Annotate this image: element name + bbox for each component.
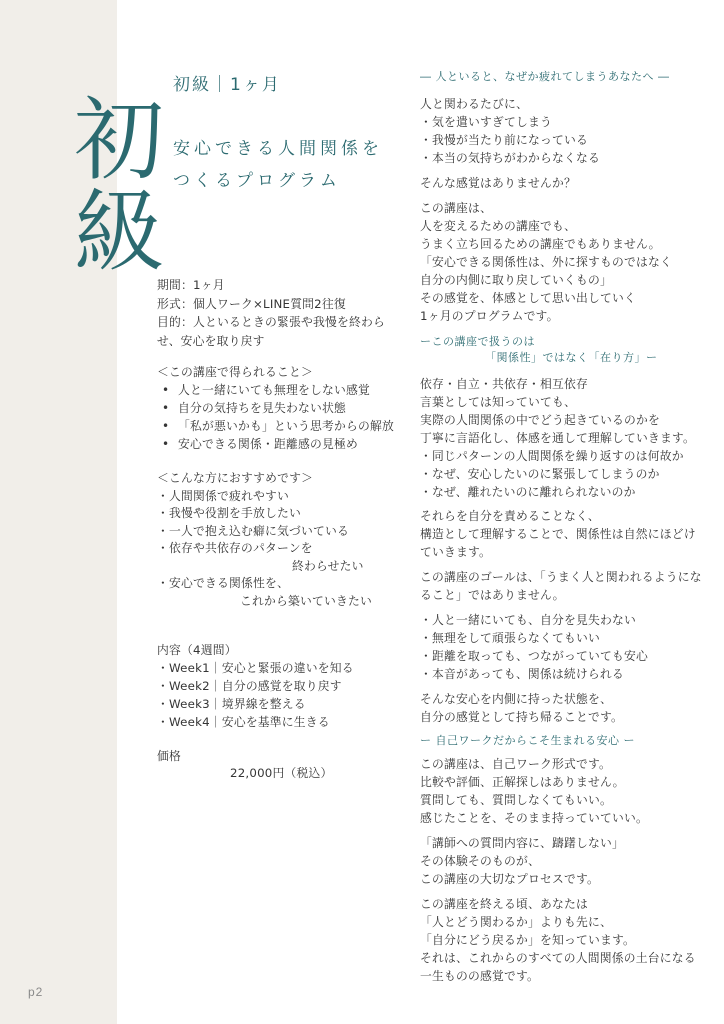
week-item: ・Week1｜安心と緊張の違いを知る — [157, 661, 354, 675]
intro-line: 人と関わるたびに、 — [420, 97, 528, 111]
focus-line: 丁寧に言語化し、体感を通して理解していきます。 — [420, 431, 695, 445]
about-line: 人を変えるための講座でも、 — [420, 219, 576, 233]
benefit-item: • 「私が悪いかも」という思考からの解放 — [157, 417, 407, 435]
goal-paragraph — [420, 568, 712, 604]
question-note-line: 「講師への質問内容に、躊躇しない」 — [420, 836, 624, 850]
benefit-item: • 安心できる関係・距離感の見極め — [157, 435, 407, 453]
focus-line: 言葉としては知っていても、 — [420, 395, 576, 409]
selfwork-heading-block — [420, 732, 712, 750]
benefits-heading: ＜この講座で得られること＞ — [157, 365, 313, 379]
overview-purpose: 目的：人といるときの緊張や我慢を終わら — [157, 315, 385, 330]
closing-line: この講座を終える頃、あなたは — [420, 897, 588, 911]
focus-heading-line: ーこの講座で扱うのは — [420, 335, 535, 348]
about-paragraph — [420, 199, 712, 325]
closing-line: それは、これからのすべての人間関係の土台になる — [420, 951, 696, 965]
price-label: 価格 — [157, 749, 181, 763]
price-section — [157, 747, 407, 782]
overview-period: 期間：1ヶ月 — [157, 278, 225, 292]
intro-line: ・本当の気持ちがわからなくなる — [420, 151, 600, 165]
selfwork-line: この講座は、自己ワーク形式です。 — [420, 757, 612, 771]
week-item: ・Week4｜安心を基準に生きる — [157, 715, 330, 729]
goal-point: ・本音があっても、関係は続けられる — [420, 667, 624, 681]
focus-line: ・なぜ、離れたいのに離れられないのか — [420, 485, 636, 499]
selfwork-line: 比較や評価、正解探しはありません。 — [420, 775, 625, 789]
overview-purpose-cont: せ、安心を取り戻す — [157, 334, 265, 349]
structure-line: 構造として理解することで、関係性は自然にほどけ — [420, 527, 696, 541]
about-line: 「安心できる関係性は、外に探すものではなく — [420, 255, 672, 269]
course-title — [173, 133, 383, 197]
goal-points — [420, 611, 712, 683]
selfwork-paragraph — [420, 755, 712, 827]
course-title-line: つくるプログラム — [173, 171, 341, 191]
tagline: ― 人といると、なぜか疲れてしまうあなたへ ― — [420, 70, 670, 83]
question-note-line: その体験そのものが、 — [420, 854, 540, 868]
recommended-line: ・我慢や役割を手放したい — [157, 506, 301, 520]
course-title-line: 安心できる人間関係を — [173, 139, 383, 159]
recommended-line: ・人間関係で疲れやすい — [157, 488, 289, 503]
intro-line: ・我慢が当たり前になっている — [420, 133, 588, 147]
about-line: 自分の内側に取り戻していくもの」 — [420, 273, 612, 287]
vertical-level-title: 初級 — [58, 92, 163, 276]
benefits-section — [157, 363, 407, 453]
selfwork-heading: ー 自己ワークだからこそ生まれる安心 ー — [420, 734, 635, 747]
recommended-line: ・安心できる関係性を、 — [157, 576, 289, 590]
overview-format: 形式：個人ワーク×LINE質問2往復 — [157, 296, 346, 311]
structure-line: それらを自分を責めることなく、 — [420, 509, 600, 523]
course-overview — [157, 276, 407, 351]
goal-summary — [420, 690, 712, 726]
focus-paragraph — [420, 375, 712, 501]
focus-heading — [420, 334, 712, 366]
recommended-for-section — [157, 470, 407, 610]
page-number: p2 — [28, 985, 44, 999]
question-line: そんな感覚はありませんか？ — [420, 176, 576, 190]
recommended-line-cont: これから築いていきたい — [240, 593, 372, 608]
about-line: うまく立ち回るための講座でもありません。 — [420, 237, 661, 251]
goal-line: この講座のゴールは、「うまく人と関われるようにな — [420, 570, 702, 584]
structure-paragraph — [420, 507, 712, 561]
selfwork-line: 感じたことを、そのまま持っていていい。 — [420, 811, 648, 825]
about-line: その感覚を、体感として思い出していく — [420, 291, 636, 305]
recommended-line: ・依存や共依存のパターンを — [157, 541, 313, 555]
goal-point: ・無理をして頑張らなくてもいい — [420, 631, 600, 645]
question-note-paragraph — [420, 834, 712, 888]
price-value: 22,000円（税込） — [230, 766, 333, 780]
week-item: ・Week2｜自分の感覚を取り戻す — [157, 679, 342, 693]
about-line: 1ヶ月のプログラムです。 — [420, 309, 559, 323]
benefits-list — [157, 381, 407, 453]
focus-line: ・同じパターンの人間関係を繰り返すのは何故か — [420, 449, 684, 463]
focus-line: 依存・自立・共依存・相互依存 — [420, 377, 588, 391]
focus-heading-line: 「関係性」ではなく「在り方」ー — [485, 351, 658, 364]
intro-paragraph — [420, 95, 712, 167]
closing-line: 「人とどう関わるか」よりも先に、 — [420, 915, 612, 929]
intro-line: ・気を遣いすぎてしまう — [420, 115, 552, 129]
recommended-line: ・一人で抱え込む癖に気づいている — [157, 523, 349, 538]
question-note-line: この講座の大切なプロセスです。 — [420, 872, 600, 886]
course-level-heading: 初級｜1ヶ月 — [173, 75, 281, 95]
goal-point: ・距離を取っても、つながっていても安心 — [420, 649, 648, 663]
selfwork-line: 質問しても、質問しなくてもいい。 — [420, 793, 612, 807]
about-line: この講座は、 — [420, 201, 492, 215]
recommended-line-cont: 終わらせたい — [292, 558, 364, 573]
closing-line: 一生ものの感覚です。 — [420, 969, 540, 983]
question-paragraph — [420, 174, 712, 192]
closing-paragraph — [420, 895, 712, 985]
contents-heading: 内容（4週間） — [157, 643, 237, 657]
recommended-heading: ＜こんな方におすすめです＞ — [157, 471, 314, 485]
goal-summary-line: そんな安心を内側に持った状態を、 — [420, 692, 612, 706]
week-item: ・Week3｜境界線を整える — [157, 697, 306, 711]
benefit-item: • 自分の気持ちを見失わない状態 — [157, 399, 407, 417]
goal-line: ること」ではありません。 — [420, 588, 565, 602]
focus-line: 実際の人間関係の中でどう起きているのかを — [420, 413, 660, 427]
benefit-item: • 人と一緒にいても無理をしない感覚 — [157, 381, 407, 399]
goal-point: ・人と一緒にいても、自分を見失わない — [420, 613, 636, 627]
structure-line: ていきます。 — [420, 545, 492, 559]
course-contents-section — [157, 641, 407, 731]
goal-summary-line: 自分の感覚として持ち帰ることです。 — [420, 710, 624, 724]
closing-line: 「自分にどう戻るか」を知っています。 — [420, 933, 636, 947]
description-column — [420, 68, 712, 985]
focus-line: ・なぜ、安心したいのに緊張してしまうのか — [420, 467, 660, 481]
